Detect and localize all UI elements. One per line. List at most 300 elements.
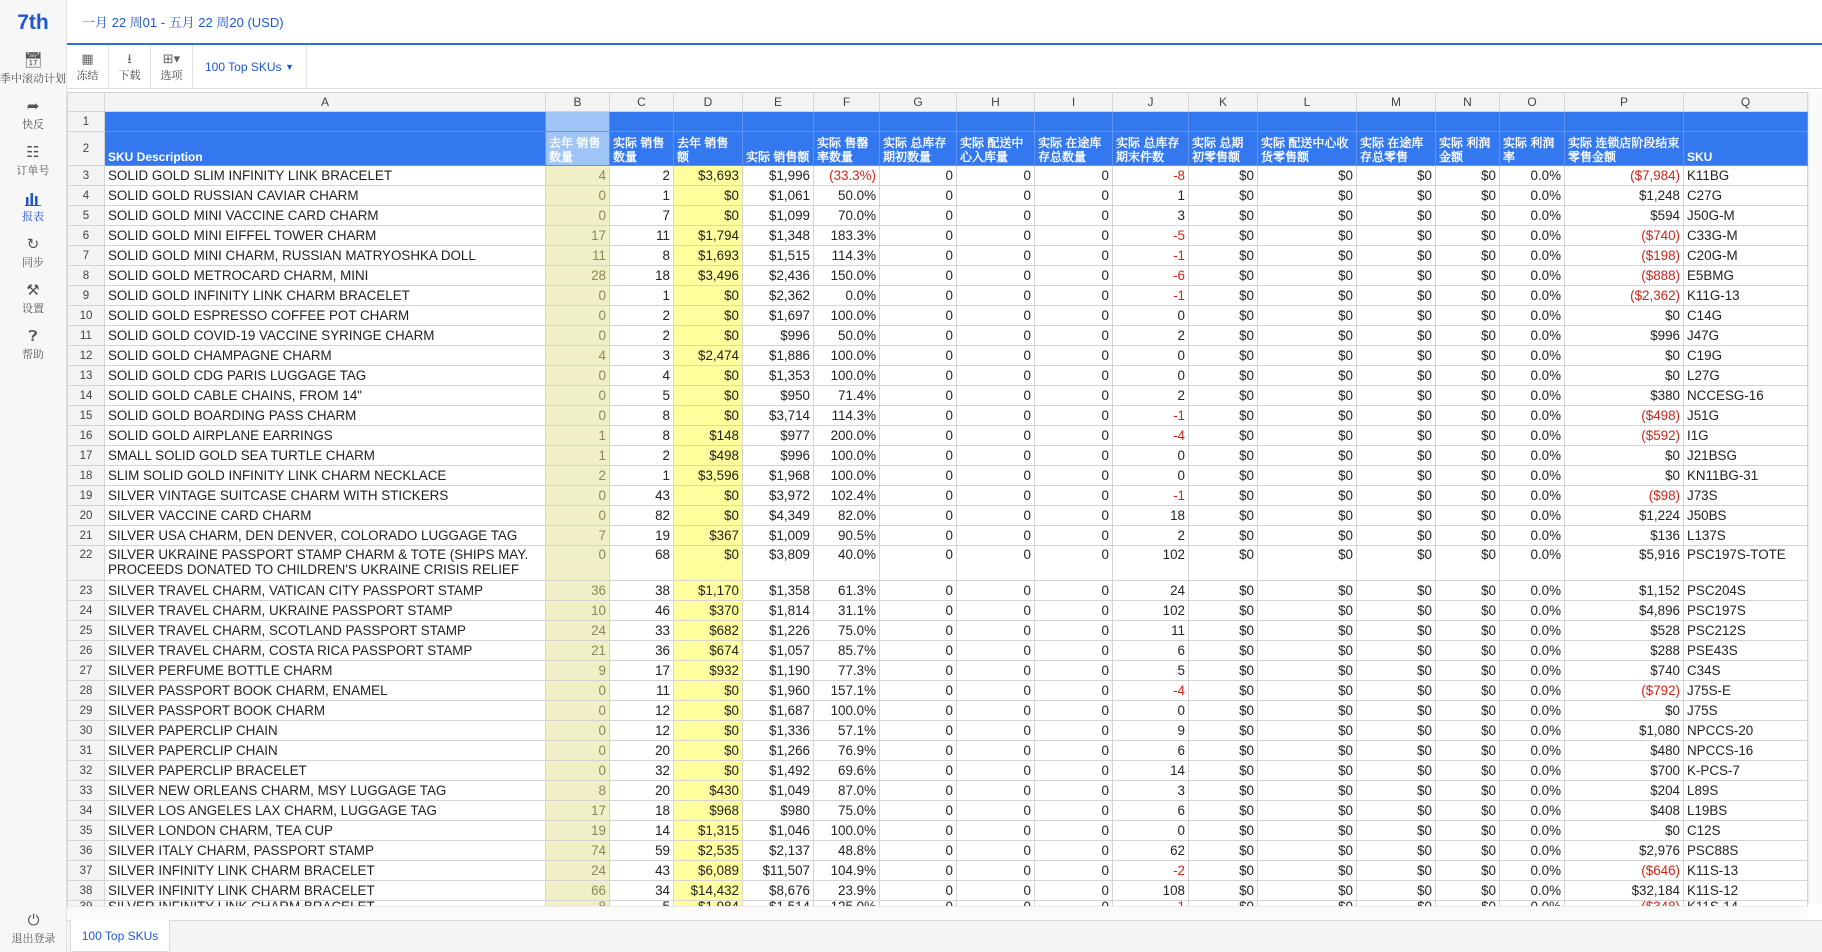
grid-cell[interactable]: 0 xyxy=(957,186,1035,206)
grid-cell[interactable]: $0 xyxy=(1258,681,1357,701)
grid-cell[interactable]: 0 xyxy=(1035,546,1113,581)
grid-cell[interactable]: SLIM SOLID GOLD INFINITY LINK CHARM NECKLACE xyxy=(105,466,546,486)
grid-cell[interactable]: 0 xyxy=(880,366,957,386)
column-header[interactable]: 实际 总库存期末件数 xyxy=(1113,132,1189,166)
grid-cell[interactable]: 0.0% xyxy=(1500,506,1565,526)
grid-cell[interactable]: 0 xyxy=(957,286,1035,306)
grid-cell[interactable]: PSC197S-TOTE xyxy=(1684,546,1808,581)
grid-cell[interactable]: $0 xyxy=(674,681,743,701)
grid-cell[interactable]: 0 xyxy=(880,406,957,426)
grid-cell[interactable]: $0 xyxy=(1357,426,1436,446)
grid-cell[interactable]: $0 xyxy=(1357,781,1436,801)
grid-cell[interactable]: $0 xyxy=(1258,526,1357,546)
grid-cell[interactable]: $0 xyxy=(1258,801,1357,821)
grid-cell[interactable]: $0 xyxy=(1189,326,1258,346)
grid-cell[interactable]: $0 xyxy=(1357,466,1436,486)
grid-cell[interactable]: 0 xyxy=(957,761,1035,781)
grid-cell[interactable]: -4 xyxy=(1113,426,1189,446)
grid-cell[interactable]: $528 xyxy=(1565,621,1684,641)
grid-cell[interactable]: 100.0% xyxy=(814,821,880,841)
grid-cell[interactable]: 12 xyxy=(610,721,674,741)
vertical-scrollbar[interactable] xyxy=(1808,92,1822,904)
grid-cell[interactable]: $0 xyxy=(1357,581,1436,601)
column-header[interactable]: 实际 在途库存总零售 xyxy=(1357,132,1436,166)
sheet-tab-100-top-skus[interactable]: 100 Top SKUs xyxy=(70,920,170,952)
grid-cell[interactable]: $0 xyxy=(1565,366,1684,386)
grid-cell[interactable]: $0 xyxy=(1258,226,1357,246)
grid-cell[interactable]: 0 xyxy=(880,801,957,821)
grid-cell[interactable]: $0 xyxy=(1357,286,1436,306)
grid-cell[interactable]: 0 xyxy=(957,741,1035,761)
grid-cell[interactable]: 0 xyxy=(957,346,1035,366)
grid-cell[interactable]: $0 xyxy=(1189,386,1258,406)
row-number[interactable]: 18 xyxy=(68,466,105,486)
row-number[interactable]: 34 xyxy=(68,801,105,821)
grid-cell[interactable]: 0 xyxy=(1113,821,1189,841)
grid-cell[interactable]: $0 xyxy=(1189,466,1258,486)
grid-cell[interactable]: 2 xyxy=(1113,526,1189,546)
grid-cell[interactable]: ($7,984) xyxy=(1565,166,1684,186)
grid-cell[interactable]: K11S-12 xyxy=(1684,881,1808,901)
column-header[interactable]: 实际 售罄率数量 xyxy=(814,132,880,166)
grid-cell[interactable]: C33G-M xyxy=(1684,226,1808,246)
grid-cell[interactable]: 18 xyxy=(610,266,674,286)
grid-cell[interactable]: $0 xyxy=(1436,701,1500,721)
grid-cell[interactable]: 0 xyxy=(1035,406,1113,426)
grid-cell[interactable]: 59 xyxy=(610,841,674,861)
grid-cell[interactable]: $0 xyxy=(1565,821,1684,841)
grid-cell[interactable]: C12S xyxy=(1684,821,1808,841)
grid-cell[interactable]: $0 xyxy=(1357,386,1436,406)
grid-cell[interactable]: 43 xyxy=(610,861,674,881)
grid-cell[interactable]: 0.0% xyxy=(1500,486,1565,506)
grid-cell[interactable]: SOLID GOLD CABLE CHAINS, FROM 14" xyxy=(105,386,546,406)
grid-cell[interactable]: $0 xyxy=(1357,701,1436,721)
grid-cell[interactable]: 90.5% xyxy=(814,526,880,546)
grid-cell[interactable]: $0 xyxy=(1357,741,1436,761)
grid-cell[interactable]: J51G xyxy=(1684,406,1808,426)
grid-cell[interactable] xyxy=(610,112,674,132)
grid-cell[interactable]: $0 xyxy=(1189,246,1258,266)
grid-cell[interactable]: $0 xyxy=(674,386,743,406)
grid-cell[interactable]: $0 xyxy=(1357,861,1436,881)
grid-cell[interactable]: 0 xyxy=(957,841,1035,861)
grid-cell[interactable]: 31.1% xyxy=(814,601,880,621)
row-number[interactable]: 21 xyxy=(68,526,105,546)
grid-cell[interactable]: 0 xyxy=(880,206,957,226)
grid-cell[interactable]: 6 xyxy=(1113,641,1189,661)
grid-cell[interactable]: SOLID GOLD INFINITY LINK CHARM BRACELET xyxy=(105,286,546,306)
grid-cell[interactable]: 50.0% xyxy=(814,186,880,206)
grid-cell[interactable]: 1 xyxy=(610,186,674,206)
grid-cell[interactable]: 46 xyxy=(610,601,674,621)
grid-cell[interactable]: 0 xyxy=(1113,346,1189,366)
grid-cell[interactable] xyxy=(1113,112,1189,132)
grid-cell[interactable]: $14,432 xyxy=(674,881,743,901)
grid-cell[interactable]: 100.0% xyxy=(814,446,880,466)
grid-cell[interactable]: $0 xyxy=(1189,781,1258,801)
grid-cell[interactable]: 0.0% xyxy=(814,286,880,306)
grid-cell[interactable]: 0 xyxy=(1035,721,1113,741)
row-number[interactable]: 6 xyxy=(68,226,105,246)
grid-cell[interactable]: $136 xyxy=(1565,526,1684,546)
grid-cell[interactable]: $0 xyxy=(1436,841,1500,861)
grid-cell[interactable]: $0 xyxy=(1258,661,1357,681)
grid-cell[interactable]: SILVER PAPERCLIP BRACELET xyxy=(105,761,546,781)
grid-cell[interactable]: J50BS xyxy=(1684,506,1808,526)
row-number[interactable]: 16 xyxy=(68,426,105,446)
grid-cell[interactable]: $0 xyxy=(674,206,743,226)
row-number[interactable]: 31 xyxy=(68,741,105,761)
grid-cell[interactable]: 183.3% xyxy=(814,226,880,246)
grid-cell[interactable]: $0 xyxy=(1436,406,1500,426)
grid-cell[interactable]: 68 xyxy=(610,546,674,581)
grid-cell[interactable]: 100.0% xyxy=(814,701,880,721)
grid-cell[interactable]: $1,960 xyxy=(743,681,814,701)
grid-cell[interactable]: $0 xyxy=(1357,226,1436,246)
grid-cell[interactable]: 0 xyxy=(1035,601,1113,621)
grid-cell[interactable]: $0 xyxy=(1189,601,1258,621)
grid-cell[interactable]: $0 xyxy=(1436,266,1500,286)
grid-cell[interactable]: 33 xyxy=(610,621,674,641)
grid-cell[interactable]: 0 xyxy=(1035,506,1113,526)
grid-cell[interactable]: $0 xyxy=(1357,681,1436,701)
grid-cell[interactable]: $0 xyxy=(1436,226,1500,246)
grid-cell[interactable]: 2 xyxy=(1113,386,1189,406)
grid-cell[interactable]: -1 xyxy=(1113,286,1189,306)
grid-cell[interactable]: 1 xyxy=(546,426,610,446)
grid-cell[interactable]: K11S-13 xyxy=(1684,861,1808,881)
row-number[interactable]: 12 xyxy=(68,346,105,366)
grid-cell[interactable]: ($740) xyxy=(1565,226,1684,246)
grid-cell[interactable]: $0 xyxy=(1436,286,1500,306)
grid-cell[interactable]: $6,089 xyxy=(674,861,743,881)
grid-cell[interactable]: 57.1% xyxy=(814,721,880,741)
grid-cell[interactable]: 11 xyxy=(546,246,610,266)
grid-cell[interactable]: 0 xyxy=(957,661,1035,681)
grid-cell[interactable]: $4,349 xyxy=(743,506,814,526)
grid-cell[interactable]: $1,996 xyxy=(743,166,814,186)
grid-cell[interactable]: SMALL SOLID GOLD SEA TURTLE CHARM xyxy=(105,446,546,466)
grid-cell[interactable]: $2,436 xyxy=(743,266,814,286)
grid-cell[interactable]: $0 xyxy=(1357,601,1436,621)
grid-cell[interactable]: $1,080 xyxy=(1565,721,1684,741)
grid-cell[interactable]: SILVER INFINITY LINK CHARM BRACELET xyxy=(105,861,546,881)
grid-cell[interactable]: I1G xyxy=(1684,426,1808,446)
grid-cell[interactable]: 24 xyxy=(546,861,610,881)
nav-item-sync[interactable] xyxy=(0,230,66,276)
row-number[interactable]: 29 xyxy=(68,701,105,721)
grid-cell[interactable]: 0 xyxy=(880,286,957,306)
row-number[interactable]: 32 xyxy=(68,761,105,781)
grid-cell[interactable]: 0 xyxy=(1035,306,1113,326)
grid-cell[interactable]: 0 xyxy=(546,741,610,761)
grid-cell[interactable]: 100.0% xyxy=(814,346,880,366)
grid-cell[interactable]: 0.0% xyxy=(1500,601,1565,621)
grid-cell[interactable]: $1,099 xyxy=(743,206,814,226)
grid-cell[interactable]: $1,224 xyxy=(1565,506,1684,526)
grid-cell[interactable]: -1 xyxy=(1113,406,1189,426)
grid-cell[interactable]: $0 xyxy=(1436,506,1500,526)
grid-cell[interactable]: $0 xyxy=(1189,346,1258,366)
grid-cell[interactable]: 5 xyxy=(610,386,674,406)
column-header[interactable]: 实际 总库存期初数量 xyxy=(880,132,957,166)
grid-cell[interactable]: $3,972 xyxy=(743,486,814,506)
grid-cell[interactable]: 0 xyxy=(880,346,957,366)
grid-cell[interactable]: 0 xyxy=(546,326,610,346)
grid-cell[interactable]: SOLID GOLD CDG PARIS LUGGAGE TAG xyxy=(105,366,546,386)
grid-cell[interactable]: 0 xyxy=(1035,821,1113,841)
grid-cell[interactable]: $0 xyxy=(674,306,743,326)
column-letter-header[interactable]: A xyxy=(105,93,546,112)
grid-cell[interactable]: $480 xyxy=(1565,741,1684,761)
grid-cell[interactable]: $0 xyxy=(1258,266,1357,286)
grid-cell[interactable]: -4 xyxy=(1113,681,1189,701)
grid-cell[interactable]: 0 xyxy=(1113,366,1189,386)
grid-cell[interactable]: $1,046 xyxy=(743,821,814,841)
grid-cell[interactable]: SILVER LOS ANGELES LAX CHARM, LUGGAGE TAG xyxy=(105,801,546,821)
grid-cell[interactable]: 108 xyxy=(1113,881,1189,901)
grid-cell[interactable] xyxy=(957,112,1035,132)
grid-cell[interactable]: $1,336 xyxy=(743,721,814,741)
grid-cell[interactable]: J50G-M xyxy=(1684,206,1808,226)
grid-cell[interactable]: 0 xyxy=(957,386,1035,406)
grid-cell[interactable]: 17 xyxy=(546,801,610,821)
column-letter-header[interactable]: E xyxy=(743,93,814,112)
grid-cell[interactable]: $0 xyxy=(1189,166,1258,186)
grid-cell[interactable]: 7 xyxy=(546,526,610,546)
spreadsheet-grid[interactable] xyxy=(67,92,1807,904)
grid-cell[interactable]: 0 xyxy=(957,701,1035,721)
grid-cell[interactable] xyxy=(1500,112,1565,132)
grid-cell[interactable]: $0 xyxy=(1258,741,1357,761)
grid-cell[interactable]: $2,474 xyxy=(674,346,743,366)
grid-cell[interactable]: $0 xyxy=(1258,841,1357,861)
grid-cell[interactable]: $0 xyxy=(1436,426,1500,446)
grid-cell[interactable]: $0 xyxy=(1189,306,1258,326)
grid-cell[interactable]: L27G xyxy=(1684,366,1808,386)
grid-cell[interactable]: 75.0% xyxy=(814,621,880,641)
grid-cell[interactable]: 0.0% xyxy=(1500,821,1565,841)
grid-cell[interactable]: -1 xyxy=(1113,246,1189,266)
column-letter-header[interactable]: O xyxy=(1500,93,1565,112)
column-header[interactable]: SKU xyxy=(1684,132,1808,166)
grid-cell[interactable]: 0 xyxy=(880,386,957,406)
grid-cell[interactable]: 0 xyxy=(1035,446,1113,466)
grid-cell[interactable]: $0 xyxy=(1189,226,1258,246)
grid-cell[interactable]: 70.0% xyxy=(814,206,880,226)
grid-cell[interactable]: 21 xyxy=(546,641,610,661)
grid-cell[interactable]: $3,693 xyxy=(674,166,743,186)
grid-cell[interactable]: $0 xyxy=(1357,406,1436,426)
grid-cell[interactable]: 0 xyxy=(546,406,610,426)
grid-cell[interactable]: 0.0% xyxy=(1500,741,1565,761)
grid-cell[interactable]: $0 xyxy=(1357,326,1436,346)
column-header[interactable]: 去年 销售额 xyxy=(674,132,743,166)
grid-cell[interactable]: 0 xyxy=(1035,186,1113,206)
grid-cell[interactable]: $1,152 xyxy=(1565,581,1684,601)
grid-cell[interactable]: $0 xyxy=(1436,306,1500,326)
column-letter-header[interactable]: L xyxy=(1258,93,1357,112)
grid-cell[interactable]: 0 xyxy=(880,601,957,621)
grid-cell[interactable]: 0 xyxy=(1035,206,1113,226)
grid-cell[interactable]: $0 xyxy=(1357,246,1436,266)
grid-cell[interactable]: NPCCS-20 xyxy=(1684,721,1808,741)
grid-cell[interactable]: $0 xyxy=(1357,506,1436,526)
grid-cell[interactable]: $0 xyxy=(1436,881,1500,901)
horizontal-scrollbar[interactable] xyxy=(67,906,1808,919)
grid-cell[interactable]: $996 xyxy=(743,326,814,346)
grid-cell[interactable]: 0.0% xyxy=(1500,446,1565,466)
grid-cell[interactable]: 0 xyxy=(1035,466,1113,486)
grid-cell[interactable]: $1,248 xyxy=(1565,186,1684,206)
grid-cell[interactable]: $1,315 xyxy=(674,821,743,841)
grid-cell[interactable]: 9 xyxy=(1113,721,1189,741)
grid-cell[interactable]: SOLID GOLD RUSSIAN CAVIAR CHARM xyxy=(105,186,546,206)
grid-cell[interactable]: 23.9% xyxy=(814,881,880,901)
grid-cell[interactable]: 0 xyxy=(1035,621,1113,641)
grid-cell[interactable]: $0 xyxy=(1258,286,1357,306)
grid-cell[interactable]: 0 xyxy=(1035,701,1113,721)
grid-cell[interactable]: $0 xyxy=(1258,601,1357,621)
grid-cell[interactable]: 0 xyxy=(957,881,1035,901)
grid-cell[interactable]: 0 xyxy=(957,246,1035,266)
grid-cell[interactable]: $0 xyxy=(1189,446,1258,466)
grid-cell[interactable]: 0 xyxy=(957,166,1035,186)
grid-cell[interactable]: PSC212S xyxy=(1684,621,1808,641)
grid-cell[interactable]: $1,515 xyxy=(743,246,814,266)
grid-cell[interactable]: $1,226 xyxy=(743,621,814,641)
grid-cell[interactable]: PSC197S xyxy=(1684,601,1808,621)
grid-cell[interactable]: 0.0% xyxy=(1500,206,1565,226)
grid-cell[interactable]: 0 xyxy=(957,226,1035,246)
grid-cell[interactable]: 102 xyxy=(1113,601,1189,621)
grid-cell[interactable]: 0 xyxy=(880,701,957,721)
grid-cell[interactable]: ($792) xyxy=(1565,681,1684,701)
grid-cell[interactable]: 85.7% xyxy=(814,641,880,661)
grid-cell[interactable]: $0 xyxy=(1436,386,1500,406)
grid-cell[interactable]: 0 xyxy=(880,546,957,581)
grid-cell[interactable]: 0 xyxy=(880,841,957,861)
grid-cell[interactable]: -2 xyxy=(1113,861,1189,881)
grid-cell[interactable]: 0 xyxy=(880,426,957,446)
grid-cell[interactable]: 0 xyxy=(1113,466,1189,486)
grid-cell[interactable]: $0 xyxy=(1436,641,1500,661)
grid-cell[interactable]: $0 xyxy=(1258,186,1357,206)
grid-cell[interactable]: 0.0% xyxy=(1500,266,1565,286)
grid-cell[interactable]: C20G-M xyxy=(1684,246,1808,266)
grid-cell[interactable]: $288 xyxy=(1565,641,1684,661)
grid-cell[interactable]: 1 xyxy=(1113,186,1189,206)
grid-cell[interactable]: 17 xyxy=(610,661,674,681)
grid-cell[interactable]: 0 xyxy=(546,506,610,526)
grid-cell[interactable]: 0.0% xyxy=(1500,526,1565,546)
grid-cell[interactable]: SOLID GOLD SLIM INFINITY LINK BRACELET xyxy=(105,166,546,186)
grid-cell[interactable]: $0 xyxy=(1258,506,1357,526)
grid-cell[interactable]: $3,714 xyxy=(743,406,814,426)
view-select-dropdown[interactable] xyxy=(193,45,307,88)
grid-cell[interactable]: $0 xyxy=(1189,761,1258,781)
grid-cell[interactable]: 0 xyxy=(1035,346,1113,366)
grid-cell[interactable]: $0 xyxy=(1258,861,1357,881)
grid-cell[interactable]: $1,061 xyxy=(743,186,814,206)
grid-cell[interactable]: 0 xyxy=(546,206,610,226)
grid-cell[interactable]: $0 xyxy=(674,486,743,506)
corner-cell[interactable] xyxy=(68,93,105,112)
grid-cell[interactable]: J21BSG xyxy=(1684,446,1808,466)
grid-cell[interactable]: 0 xyxy=(880,861,957,881)
grid-cell[interactable]: $0 xyxy=(1357,621,1436,641)
grid-cell[interactable]: $1,348 xyxy=(743,226,814,246)
grid-cell[interactable] xyxy=(1436,112,1500,132)
column-letter-header[interactable]: Q xyxy=(1684,93,1808,112)
grid-cell[interactable]: $0 xyxy=(1189,581,1258,601)
grid-cell[interactable]: $0 xyxy=(1189,821,1258,841)
grid-cell[interactable]: $0 xyxy=(1357,546,1436,581)
grid-cell[interactable]: 6 xyxy=(1113,741,1189,761)
grid-cell[interactable]: $0 xyxy=(1258,246,1357,266)
options-button[interactable] xyxy=(151,45,193,88)
grid-cell[interactable]: K-PCS-7 xyxy=(1684,761,1808,781)
grid-cell[interactable]: 0 xyxy=(1035,881,1113,901)
grid-cell[interactable]: $1,886 xyxy=(743,346,814,366)
grid-cell[interactable]: $0 xyxy=(1189,641,1258,661)
grid-cell[interactable]: SOLID GOLD MINI CHARM, RUSSIAN MATRYOSHKA DOLL xyxy=(105,246,546,266)
grid-cell[interactable]: NCCESG-16 xyxy=(1684,386,1808,406)
grid-cell[interactable]: 38 xyxy=(610,581,674,601)
grid-cell[interactable]: 3 xyxy=(1113,781,1189,801)
grid-cell[interactable]: $0 xyxy=(1436,621,1500,641)
grid-cell[interactable]: 61.3% xyxy=(814,581,880,601)
row-number[interactable]: 13 xyxy=(68,366,105,386)
grid-cell[interactable]: $4,896 xyxy=(1565,601,1684,621)
row-number[interactable]: 15 xyxy=(68,406,105,426)
column-letter-header[interactable]: J xyxy=(1113,93,1189,112)
grid-cell[interactable]: $0 xyxy=(1436,446,1500,466)
column-letter-header[interactable]: D xyxy=(674,93,743,112)
grid-cell[interactable]: SILVER ITALY CHARM, PASSPORT STAMP xyxy=(105,841,546,861)
grid-cell[interactable]: 14 xyxy=(610,821,674,841)
grid-cell[interactable]: 0.0% xyxy=(1500,621,1565,641)
grid-cell[interactable]: $1,358 xyxy=(743,581,814,601)
grid-cell[interactable]: 71.4% xyxy=(814,386,880,406)
grid-cell[interactable]: 0 xyxy=(546,721,610,741)
row-number[interactable]: 10 xyxy=(68,306,105,326)
grid-cell[interactable]: $0 xyxy=(1357,166,1436,186)
grid-cell[interactable]: 100.0% xyxy=(814,466,880,486)
grid-cell[interactable]: ($198) xyxy=(1565,246,1684,266)
grid-cell[interactable]: 0 xyxy=(957,601,1035,621)
grid-cell[interactable]: $0 xyxy=(1258,761,1357,781)
row-number[interactable]: 7 xyxy=(68,246,105,266)
row-number[interactable]: 27 xyxy=(68,661,105,681)
grid-cell[interactable]: 36 xyxy=(546,581,610,601)
grid-cell[interactable]: 0 xyxy=(880,246,957,266)
grid-cell[interactable]: $682 xyxy=(674,621,743,641)
grid-cell[interactable]: 0.0% xyxy=(1500,581,1565,601)
grid-cell[interactable]: 0 xyxy=(880,166,957,186)
row-number[interactable]: 17 xyxy=(68,446,105,466)
row-number[interactable]: 8 xyxy=(68,266,105,286)
column-letter-header[interactable]: I xyxy=(1035,93,1113,112)
grid-cell[interactable]: C34S xyxy=(1684,661,1808,681)
grid-cell[interactable]: SILVER TRAVEL CHARM, SCOTLAND PASSPORT STAMP xyxy=(105,621,546,641)
grid-cell[interactable]: NPCCS-16 xyxy=(1684,741,1808,761)
grid-cell[interactable]: 9 xyxy=(546,661,610,681)
grid-cell[interactable]: PSC88S xyxy=(1684,841,1808,861)
row-number[interactable]: 33 xyxy=(68,781,105,801)
grid-cell[interactable]: 0.0% xyxy=(1500,326,1565,346)
